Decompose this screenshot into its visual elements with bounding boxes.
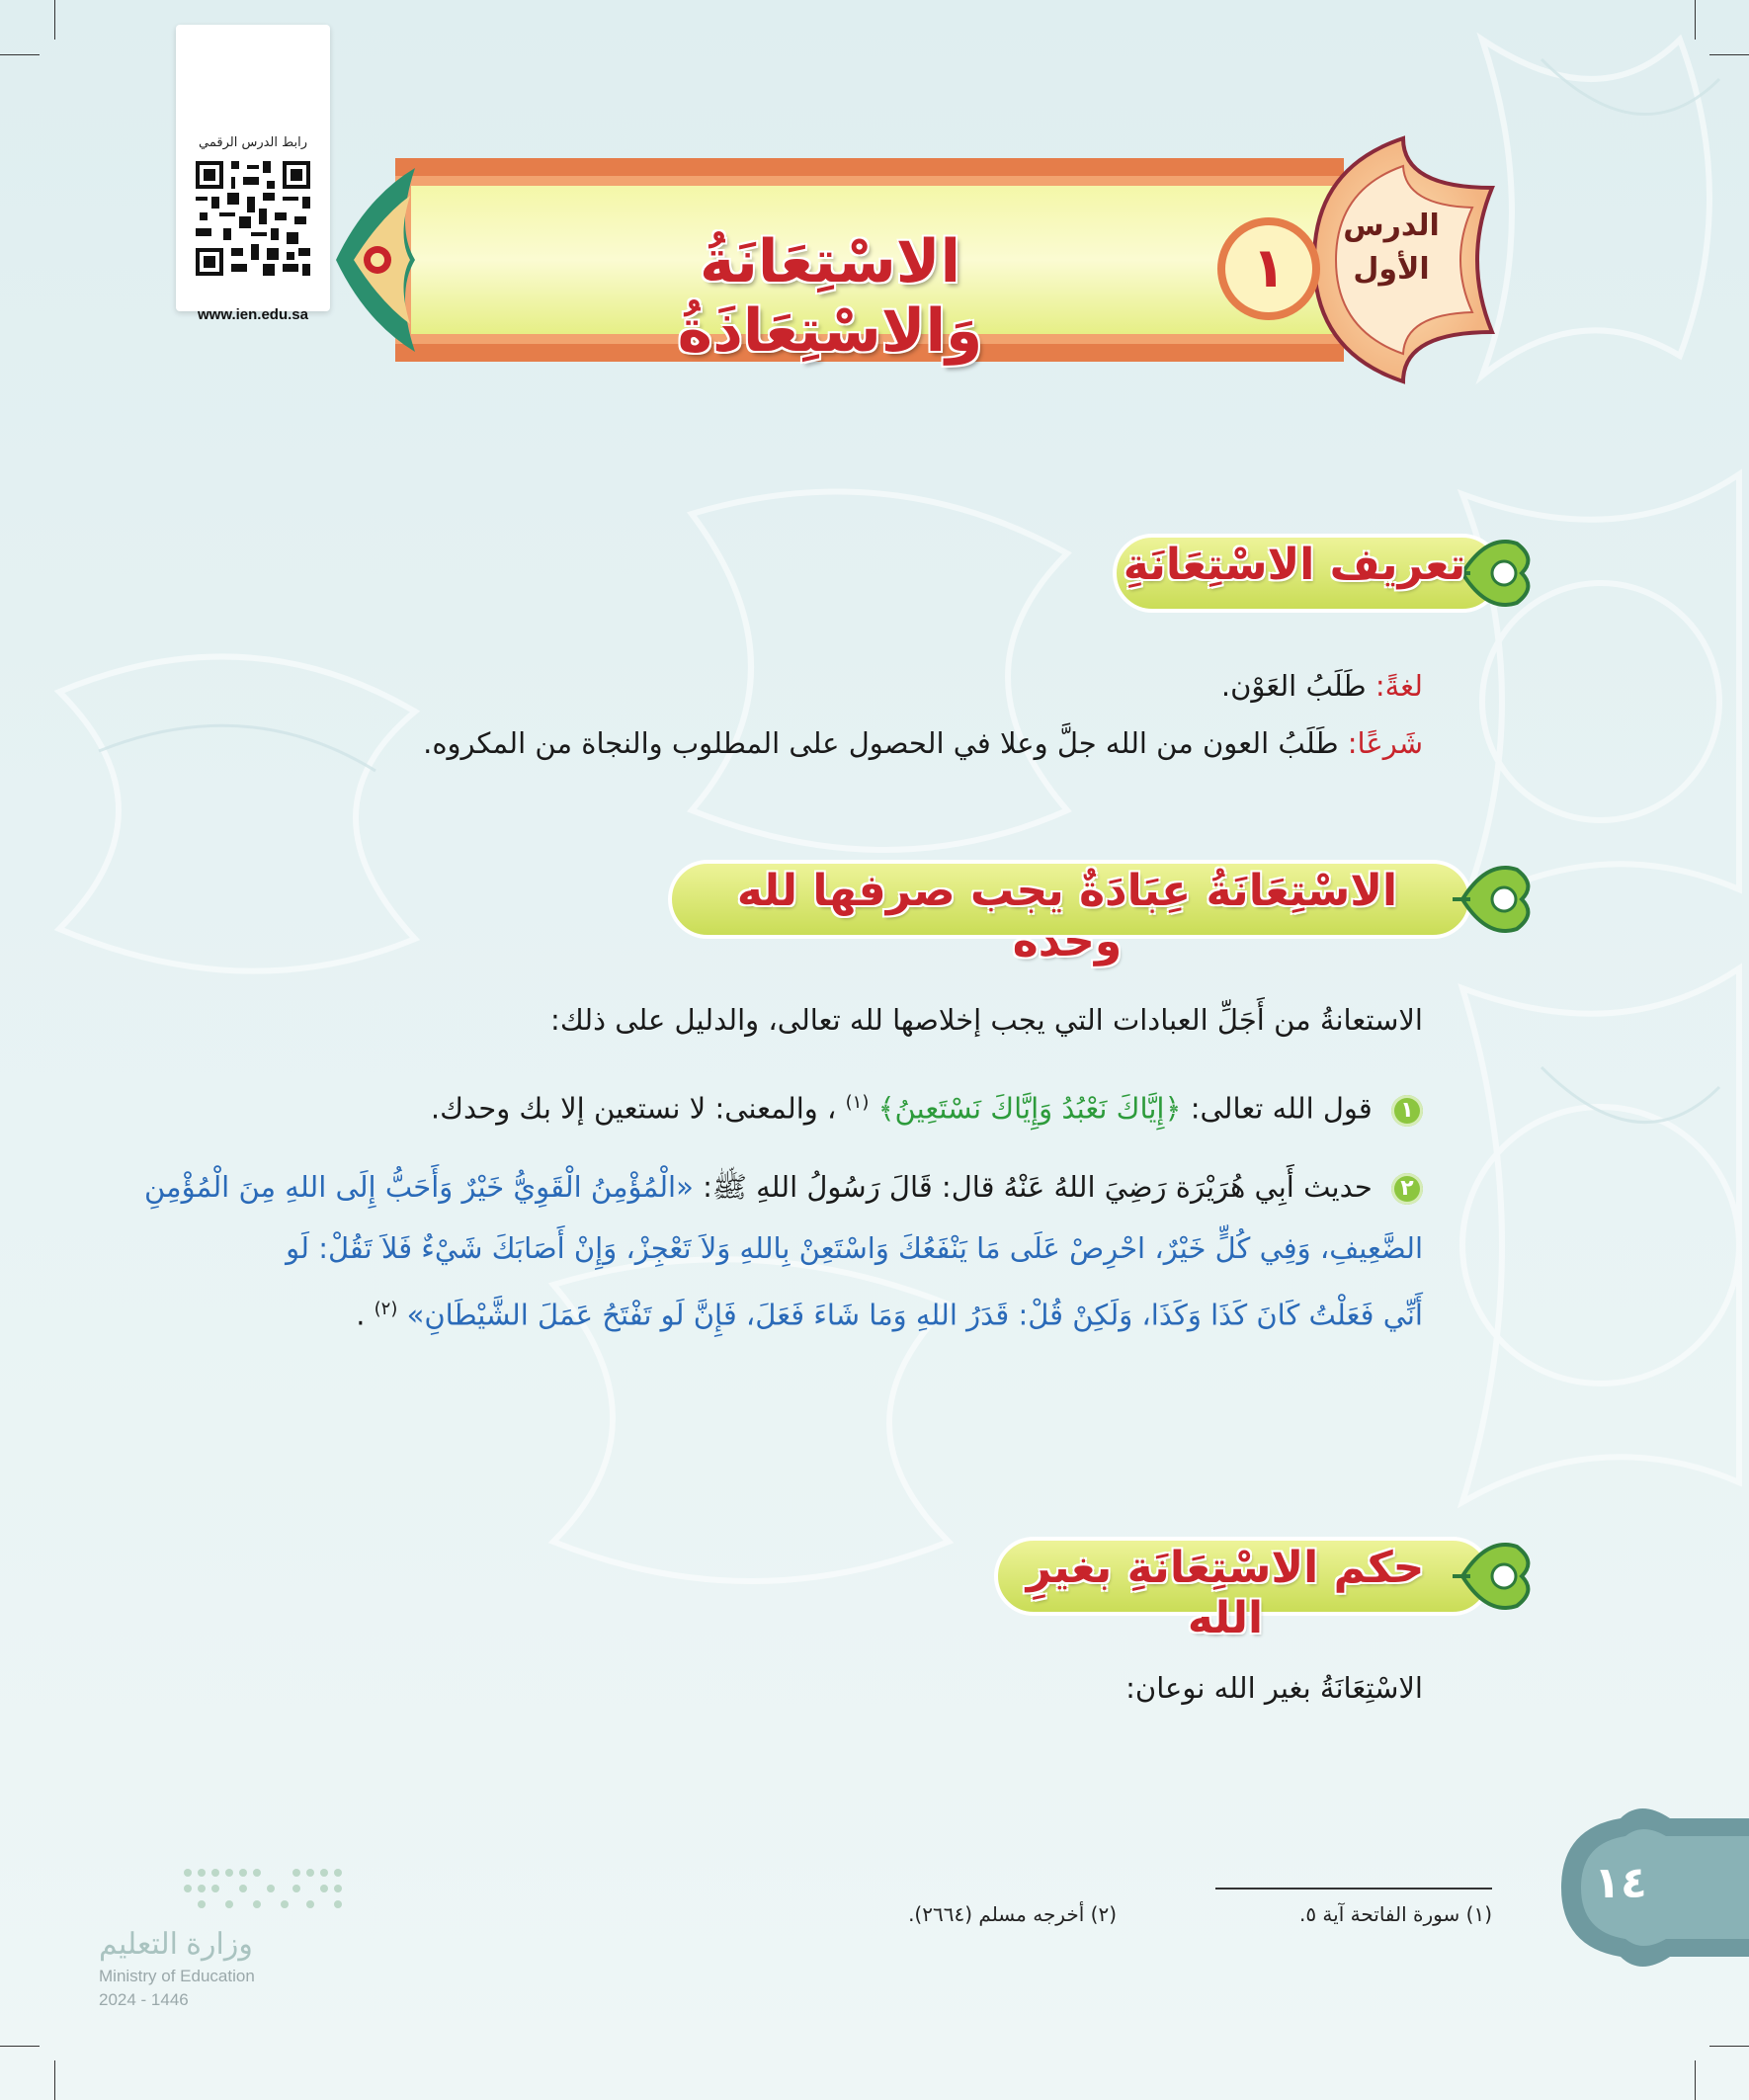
shar-text: طَلَبُ العون من الله جلَّ وعلا في الحصول على المطلوب والنجاة من المكروه. [423, 726, 1339, 760]
lesson-title: الاسْتِعَانَةُ وَالاسْتِعَاذَةُ [677, 227, 983, 366]
evidence-item-2 [20, 1156, 1423, 1346]
item2-hadith-line2: الضَّعِيفِ، وَفِي كُلٍّ خَيْرٌ، احْرِصْ عَلَى مَا يَنْفَعُكَ وَاسْتَعِنْ بِاللهِ وَلاَ تَعْجِزْ، وَإِنْ أَصَابَكَ شَيْءٌ فَلاَ تَقُلْ: لَو [286, 1231, 1423, 1265]
lesson-label [1317, 205, 1465, 292]
section2-title: الاسْتِعَانَةُ عِبَادَةٌ يجب صرفها لله وحده [736, 866, 1398, 966]
qr-card[interactable] [176, 25, 330, 323]
ministry-name-ar: وزارة التعليم [99, 1928, 253, 1961]
footnote-2: (٢) أخرجه مسلم (٢٦٦٤). [908, 1902, 1117, 1926]
item2-line1 [20, 1156, 1423, 1218]
section3-intro: الاسْتِعَانَةُ بغير الله نوعان: [1125, 1671, 1423, 1705]
page-number: ١٤ [1594, 1858, 1647, 1908]
item1-meaning-label: ، والمعنى: [714, 1091, 837, 1126]
definition-shar [138, 721, 1423, 765]
item1-meaning: لا نستعين إلا بك وحدك. [430, 1091, 707, 1126]
item1-ref: (١) [845, 1092, 870, 1113]
item2-hadith-line3: أَنِّي فَعَلْتُ كَانَ كَذَا وَكَذَا، وَلَكِنْ قُلْ: قَدَرُ اللهِ وَمَا شَاءَ فَعَلَ، فَإِنَّ لَو تَفْتَحُ عَمَلَ الشَّيْطَانِ» [406, 1298, 1423, 1332]
qr-label: رابط الدرس الرقمي [199, 135, 307, 150]
footnote-1: (١) سورة الفاتحة آية ٥. [1298, 1902, 1492, 1926]
lesson-number: ١ [1251, 236, 1287, 300]
section2-leaf-icon [1443, 850, 1551, 949]
lugha-label: لغةً: [1374, 669, 1423, 703]
lesson-label-line1: الدرس [1343, 209, 1440, 243]
item2-ref: (٢) [374, 1299, 398, 1319]
ministry-name-en: Ministry of Education [99, 1967, 255, 1985]
section2-intro: الاستعانةُ من أَجَلِّ العبادات التي يجب إخلاصها لله تعالى، والدليل على ذلك: [550, 1003, 1423, 1037]
item1-lead: قول الله تعالى: [1190, 1091, 1373, 1126]
item2-lead: حديث أَبِي هُرَيْرَة رَضِيَ اللهُ عَنْهُ قال: قَالَ رَسُولُ اللهِ ﷺ: [703, 1170, 1373, 1204]
lugha-text: طَلَبُ العَوْن. [1220, 669, 1367, 703]
section1-title: تعريف الاسْتِعَانَةِ [1123, 540, 1466, 590]
evidence-item-1 [138, 1081, 1423, 1131]
ministry-dots-logo [178, 1863, 356, 1912]
section3-leaf-icon [1443, 1527, 1551, 1626]
qr-url[interactable]: www.ien.edu.sa [198, 306, 308, 323]
shar-label: شَرعًا: [1347, 726, 1423, 760]
item2-line3: أَنِّي فَعَلْتُ كَانَ كَذَا وَكَذَا، وَلَكِنْ قُلْ: قَدَرُ اللهِ وَمَا شَاءَ فَعَلَ، فَإِنَّ لَو تَفْتَحُ عَمَلَ الشَّيْطَانِ» $^{(٢)}$ . [356, 1298, 1423, 1332]
footnote-divider [1215, 1888, 1492, 1890]
definition-lugha [336, 664, 1423, 708]
ministry-year: 2024 - 1446 [99, 1990, 189, 2009]
item1-badge: ١ [1391, 1095, 1423, 1127]
qr-code-icon[interactable] [196, 161, 310, 276]
section3-title: حكم الاسْتِعَانَةِ بغيرِ الله [1026, 1543, 1425, 1643]
item2-hadith-line1: «الْمُؤْمِنُ الْقَوِيُّ خَيْرٌ وَأَحَبُّ إِلَى اللهِ مِنَ الْمُؤْمِنِ [143, 1170, 694, 1204]
item1-verse: ﴿إِيَّاكَ نَعْبُدُ وَإِيَّاكَ نَسْتَعِينُ﴾ [877, 1091, 1182, 1126]
lesson-label-line2: الأول [1353, 252, 1430, 287]
item2-badge: ٢ [1391, 1173, 1423, 1205]
